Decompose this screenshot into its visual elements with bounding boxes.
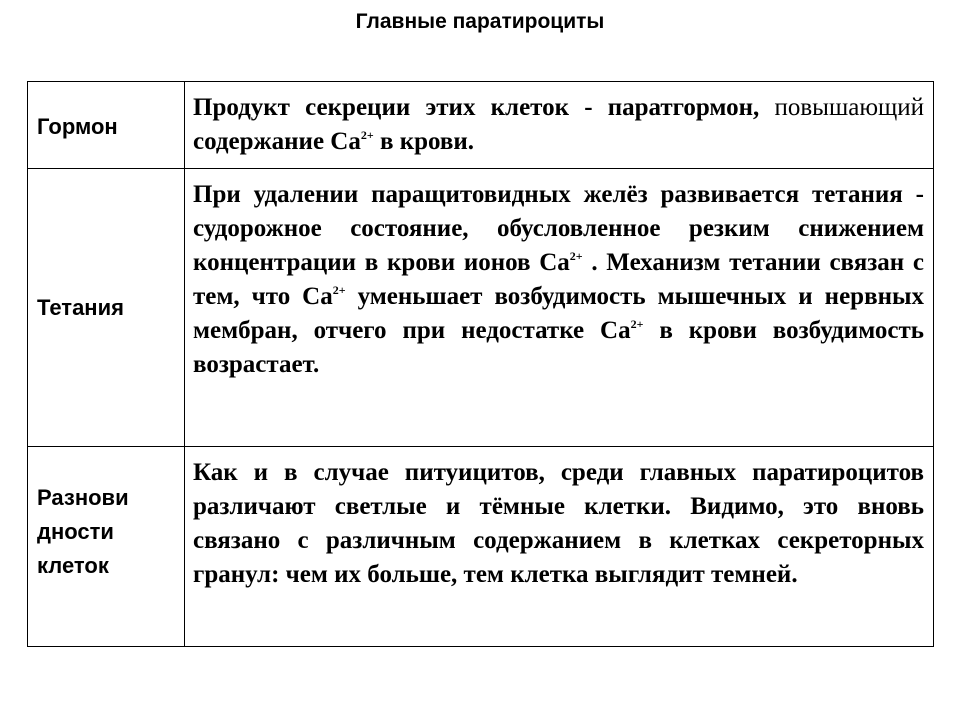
table-row-varieties xyxy=(28,447,934,647)
row-header-varieties xyxy=(28,447,185,647)
tetany-text-a: При удалении паращитовидных желёз развивается тетания - судорожное состояние, обусловленное резким снижением концентрации в крови ионов Ca xyxy=(193,181,924,276)
row-header-hormone: Гормон xyxy=(28,82,185,169)
calcium-charge: 2+ xyxy=(360,128,374,142)
varieties-header-line1: Разнови xyxy=(37,485,129,510)
tetany-text-d: в крови возбудимость возрастает. xyxy=(193,317,924,378)
row-content-tetany xyxy=(185,169,934,447)
table-row-tetany xyxy=(28,169,934,447)
calcium-charge: 2+ xyxy=(569,249,583,263)
hormone-text-d: в крови. xyxy=(373,128,475,155)
row-header-tetany: Тетания xyxy=(28,169,185,447)
hormone-text-c: содержание Ca xyxy=(193,128,361,155)
calcium-charge: 2+ xyxy=(630,317,644,331)
page-title: Главные паратироциты xyxy=(355,10,605,33)
varieties-header-line2: дности xyxy=(37,519,114,544)
tetany-text-b: . Механизм тетании связан с тем, что Ca xyxy=(193,249,925,310)
varieties-header-line3: клеток xyxy=(37,553,109,578)
row-content-hormone xyxy=(185,82,934,169)
calcium-charge: 2+ xyxy=(332,283,346,297)
tetany-text-c: уменьшает возбудимость мышечных и нервных мембран, отчего при недостатке Ca xyxy=(193,283,924,344)
hormone-text-a: Продукт секреции этих клеток - паратгормон, xyxy=(193,94,760,121)
table-row-hormone xyxy=(28,82,934,169)
info-table xyxy=(27,81,934,647)
hormone-text-b: повышающий xyxy=(774,94,925,121)
row-content-varieties: Как и в случае питуицитов, среди главных паратироцитов различают светлые и тёмные клетки. Видимо, это вновь связано с различным содержанием в клетках секреторных гранул: чем их больше, тем клетка выглядит темней. xyxy=(185,447,934,647)
